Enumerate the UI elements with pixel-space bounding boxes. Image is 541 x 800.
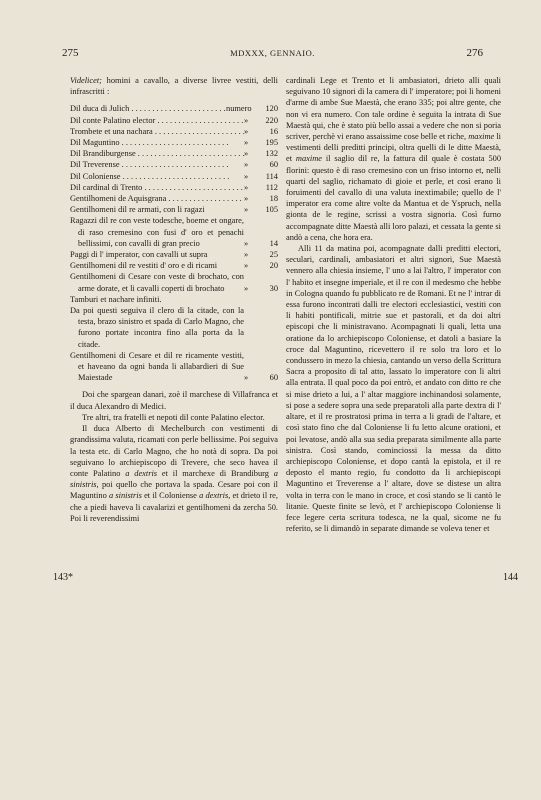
margin-note-right: 144 [503, 572, 518, 583]
list-entry [70, 350, 278, 384]
list-item-value: 112 [265, 182, 278, 192]
entry-text: Ragazzi dil re con veste todesche, boeme et ongare, di raso cremesino con fusi d' oro et penachi bellissimi, con cavalli di gran precio [70, 216, 244, 248]
italic-run: a dextris [125, 468, 158, 478]
list-item-name: Gentilhomeni de Aquisgrana . . . [70, 193, 244, 204]
italic-run: a sinistris [70, 468, 278, 490]
entry-text: Tamburi et nachare infiniti. [70, 294, 162, 304]
entry-text: Da poi questi seguiva il clero di la citade, con la testa, brazo sinistro et spada di Carlo Magno, che furono portate incontra fino alla porta da la citade. [70, 306, 244, 349]
list-item-name: Dil Treverense . . . [70, 159, 244, 170]
margin-note-left: 143* [53, 572, 73, 583]
list-item-glyph: » [244, 182, 249, 192]
text-run: Il duca Alberto di Mechelburch con vestimenti di grandissima valuta, ricamati con perle bellissime. Poi seguiva la testa etc. di Carlo Magno, che ho notà di sopra. Da poi seguivano lo archiepiscopo di Trevere, che seco havea il conte Palatino [70, 424, 278, 478]
text-run: , et drieto il re, che a piedi haveva li cavalarizi et gentilhomeni da zercha 50. Poi li reverendissimi [70, 491, 278, 523]
text-run: cardinali Lege et Trento et li ambasiatori, drieto alli quali seguivano 10 signori di la camera di l' imperatore; poi li homeni d'arme di ambe Sue Maestà, che erano 335; poi altre gente, che non vi era numero. Con tale ordine è seguita la intrata di Sue Maestà qui, che è stato più bello assai a vedere che non si poria scriver, perchè vi erano assaissime cose belle et riche, [286, 76, 501, 142]
entry-text: Gentilhomeni di Cesare con veste di brochato, con arme dorate, et li cavalli coperti di brochato [70, 272, 244, 293]
list-item-glyph: » [244, 149, 249, 159]
paragraph: Tre altri, tra fratelli et nepoti dil conte Palatino elector. [82, 412, 265, 422]
list-item-glyph: numero [226, 104, 252, 114]
list-item-glyph: » [244, 115, 249, 125]
entry-glyph: » [244, 250, 249, 260]
list-item-name: Dil Maguntino . . . [70, 137, 244, 148]
list-item-name: Trombete et una nachara . . . [70, 126, 244, 137]
entry-text: Gentilhomeni dil re vestiti d' oro e di ricami [70, 261, 218, 271]
list-item-glyph: » [244, 194, 249, 204]
list-item-value: 60 [269, 160, 278, 170]
entry-value: 105 [265, 205, 278, 215]
list-entry [70, 215, 278, 249]
running-header [52, 47, 493, 61]
intro-paragraph [70, 75, 278, 97]
list-item-value: 16 [269, 126, 278, 136]
italic-run: a dextris [199, 491, 229, 501]
list-entry [70, 204, 278, 215]
list-item [70, 171, 278, 182]
list-item-glyph: » [244, 160, 249, 170]
list-item [70, 137, 278, 148]
entry-value: 20 [269, 261, 278, 271]
entry-value: 14 [269, 238, 278, 248]
intro-italic: Videlicet; [70, 76, 102, 85]
list-item-name: Dil cardinal di Trento . . . [70, 182, 244, 193]
retinue-list [70, 103, 278, 383]
italic-run: maxime [468, 132, 495, 142]
list-item [70, 182, 278, 193]
running-title: MDXXX, GENNAIO. [230, 48, 315, 58]
paragraph: Alli 11 da matina poi, acompagnate dalli preditti electori, seculari, cardinali, ambasiatori et altri signori, Sue Maestà vennero alla chiesia insieme, l' uno a lai l'altro, l' imperator con l' habito et insegne imperiale, et il re con il medesmo che hebbe in Colognа quando fu pubblicato re de Romani. Et ne l' intrar di essa furono incontrati dalli tre electori ecclesiastici, vestiti con li habiti pontificali, mitrie sue et pastorali, et da doi altri episcopi che li ministravano. Acompagnati li quali, letta una oratione da lo archiepiscopo Coloniense, et datoli a basiare la croce dal Maguntino, ricevettero il re solo tra loro et lo condussero in mezo la chiesia, cantando un verso della Scrittura Sacra a proposito di tal atto, lassato lo imperatore con li altri alla entrata. Il qual poco da poi entrò, et andato con ditto re che si mise drieto a lui, a l' altar maggiore inchinandosi solamente, si pose a sedere sopra una sede preparatoli alla parte dextra di l' altare, et il re prostratosi prima in terra a li gradi de l'altare, et così stato fino che dal Coloniense li fu letto alcune orationi, et poi levatose, andò alla sua sedia preparata similmente alla parte sinistra. Così stando, cominciossi la messa da ditto archiepiscopo Coloniense, et dopo cantà la epistola, et il re deposto el manto regio, fu condotto da li archiepiscopi Maguntino et Treverense a l' altare, dove se distese un altra volta in terra con le mano in croce, et così stando se li cantò le litanie. Queste finite se levò, et l' archiepiscopo Coloniense li fece legere certa scritura todesca, ne la qual, sicome ne fu referito, se li dimandò in separate dimande se voleva tener et [286, 244, 501, 534]
entry-value: 60 [269, 373, 278, 383]
list-item-value: 195 [265, 138, 278, 148]
right-column [286, 75, 501, 534]
list-item-name: Dil Brandiburgense . . . [70, 148, 244, 159]
list-entry [70, 294, 278, 305]
list-item-name: Dil Coloniense . . . [70, 171, 244, 182]
list-item-value: 18 [269, 194, 278, 204]
list-item-glyph: » [244, 171, 249, 181]
left-column [70, 75, 278, 524]
list-item-glyph: » [244, 126, 249, 136]
entry-value: 30 [269, 283, 278, 293]
entry-glyph: » [244, 205, 249, 215]
text-run: il saglio dil re, la fattura dil quale è costata 500 florini: questo è di raso cremesino con un friso intorno et, nelli quarti del saglio, richamato di gioie et perle, et così erano li foruimenti del cavallo di una valuta inextimabile; quello de l' imperator era come altre volte da Mantua et de Yspruch, nella gionta de le regine, scrissi a vostra signoria. Così furno accompagnate ditte Maestà alli loro palazi, et cessata la gente si andò a cena, che hora era. [286, 154, 502, 242]
list-item-name: Dil duca di Julich . . . [70, 103, 226, 114]
entry-value: 25 [269, 250, 278, 260]
entry-text: Gentilhomeni dil re armati, con li ragazi [70, 205, 205, 215]
text-run: li vestimenti delli preditti principi, oltra quelli di le ditte Maestà, et [286, 132, 502, 164]
list-item-value: 132 [265, 149, 278, 159]
paragraph [70, 423, 278, 524]
paragraph: Doi che spargean danari, zoè il marchese di Villafranca et il duca Alexandro di Medici. [70, 390, 278, 411]
list-item-value: 220 [265, 115, 278, 125]
entry-glyph: » [244, 238, 249, 248]
paragraph [286, 75, 501, 243]
list-item-value: 120 [265, 104, 278, 114]
list-entry [70, 271, 278, 293]
entry-glyph: » [244, 261, 249, 271]
list-item [70, 103, 278, 114]
text-run: , poi quello che portava la spada. Cesare poi con il Maguntino [70, 480, 278, 501]
entry-text: Paggi di l' imperator, con cavalli ut supra [70, 250, 208, 260]
list-item [70, 126, 278, 137]
page-number-left: 275 [62, 47, 79, 59]
italic-run: maxime [295, 154, 322, 164]
entry-glyph: » [244, 283, 249, 293]
list-item-name: Dil conte Palatino elector . . . [70, 115, 244, 126]
entry-text: Gentilhomeni di Cesare et dil re ricamente vestiti, et haveano da ogni banda li allabardieri di Sue Maiestade [70, 350, 244, 383]
list-item [70, 159, 278, 170]
list-item-glyph: » [244, 138, 249, 148]
text-run: et il Coloniense [141, 491, 200, 501]
entry-glyph: » [244, 373, 249, 383]
list-item [70, 148, 278, 159]
italic-run: a sinistris [108, 491, 142, 501]
page-number-right: 276 [466, 47, 483, 59]
list-item-value: 114 [265, 171, 278, 181]
list-entry [70, 305, 278, 350]
list-entry [70, 260, 278, 271]
intro-text: homini a cavallo, a diverse livree vestiti, delli infrascritti : [70, 76, 278, 97]
list-item [70, 115, 278, 126]
list-item [70, 193, 278, 204]
text-run: et il marchexe di Brandiburg [157, 468, 274, 478]
list-entry [70, 249, 278, 260]
